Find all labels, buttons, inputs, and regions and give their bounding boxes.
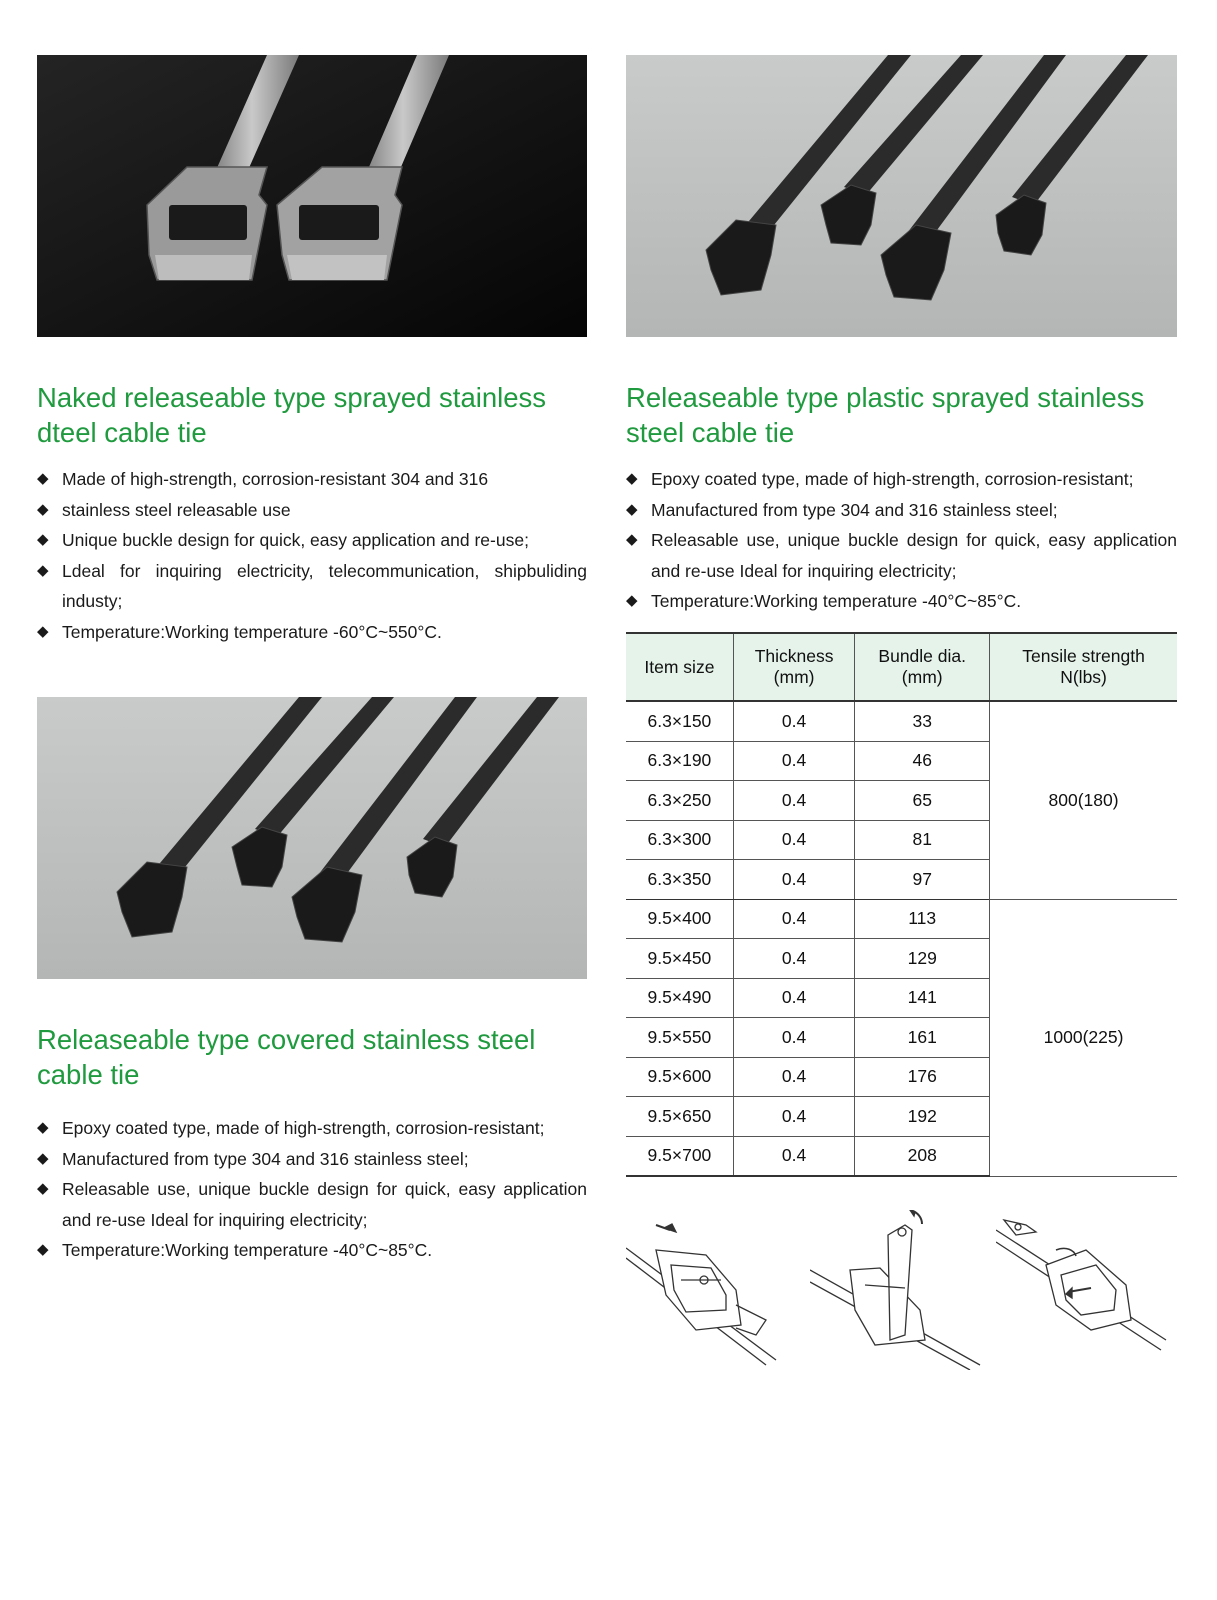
- header-tensile-strength: Tensile strength N(lbs): [990, 633, 1177, 701]
- feature-item: ◆ Epoxy coated type, made of high-strength, corrosion-resistant;: [626, 464, 1177, 495]
- feature-item: ◆ stainless steel releasable use: [37, 495, 587, 526]
- header-item-size: Item size: [626, 633, 733, 701]
- feature-item: ◆ Temperature:Working temperature -40°C~85°C.: [37, 1235, 587, 1266]
- feature-item: ◆ Manufactured from type 304 and 316 stainless steel;: [626, 495, 1177, 526]
- diamond-bullet-icon: ◆: [37, 561, 49, 579]
- thickness-cell: 0.4: [733, 741, 854, 781]
- feature-item: ◆ Unique buckle design for quick, easy application and re-use;: [37, 525, 587, 556]
- installation-step-1-diagram: [626, 1210, 798, 1370]
- diamond-bullet-icon: ◆: [37, 470, 49, 487]
- thickness-cell: 0.4: [733, 1018, 854, 1058]
- thickness-cell: 0.4: [733, 1136, 854, 1176]
- covered-cable-tie-photo: [37, 697, 587, 979]
- feature-item: ◆ Temperature:Working temperature -60°C~550°C.: [37, 617, 587, 648]
- bundle-dia-cell: 208: [855, 1136, 990, 1176]
- item-size-cell: 9.5×600: [626, 1057, 733, 1097]
- item-size-cell: 6.3×300: [626, 820, 733, 860]
- feature-item: ◆ Ldeal for inquiring electricity, telecommunication, shipbuliding industy;: [37, 556, 587, 617]
- installation-step-3-diagram: [996, 1210, 1168, 1370]
- diamond-bullet-icon: ◆: [626, 470, 638, 487]
- diamond-bullet-icon: ◆: [37, 1180, 49, 1197]
- thickness-cell: 0.4: [733, 1097, 854, 1137]
- table-row: [626, 899, 1177, 939]
- feature-item: ◆ Made of high-strength, corrosion-resistant 304 and 316: [37, 464, 587, 495]
- bundle-dia-cell: 192: [855, 1097, 990, 1137]
- spec-table: [626, 632, 1177, 1177]
- bundle-dia-cell: 141: [855, 978, 990, 1018]
- diamond-bullet-icon: ◆: [37, 531, 49, 548]
- bundle-dia-cell: 97: [855, 860, 990, 900]
- feature-item: ◆ Epoxy coated type, made of high-strength, corrosion-resistant;: [37, 1113, 587, 1144]
- item-size-cell: 9.5×450: [626, 939, 733, 979]
- diamond-bullet-icon: ◆: [626, 500, 638, 518]
- feature-item: ◆ Temperature:Working temperature -40°C~85°C.: [626, 586, 1177, 617]
- naked-cable-tie-photo: [37, 55, 587, 337]
- item-size-cell: 9.5×550: [626, 1018, 733, 1058]
- feature-item: ◆ Releasable use, unique buckle design for quick, easy application and re-use Ideal for inquiring electricity;: [37, 1174, 587, 1235]
- item-size-cell: 6.3×350: [626, 860, 733, 900]
- item-size-cell: 6.3×150: [626, 701, 733, 741]
- plastic-sprayed-cable-tie-photo: [626, 55, 1177, 337]
- thickness-cell: 0.4: [733, 899, 854, 939]
- bundle-dia-cell: 65: [855, 781, 990, 821]
- bundle-dia-cell: 33: [855, 701, 990, 741]
- thickness-cell: 0.4: [733, 978, 854, 1018]
- thickness-cell: 0.4: [733, 701, 854, 741]
- tensile-strength-cell: 800(180): [990, 701, 1177, 899]
- thickness-cell: 0.4: [733, 781, 854, 821]
- feature-item: ◆ Releasable use, unique buckle design for quick, easy application and re-use Ideal for inquiring electricity;: [626, 525, 1177, 586]
- diamond-bullet-icon: ◆: [37, 1119, 49, 1136]
- item-size-cell: 6.3×190: [626, 741, 733, 781]
- item-size-cell: 9.5×490: [626, 978, 733, 1018]
- thickness-cell: 0.4: [733, 939, 854, 979]
- bundle-dia-cell: 46: [855, 741, 990, 781]
- item-size-cell: 9.5×650: [626, 1097, 733, 1137]
- diamond-bullet-icon: ◆: [37, 500, 49, 518]
- diamond-bullet-icon: ◆: [626, 592, 638, 609]
- diamond-bullet-icon: ◆: [37, 1149, 49, 1167]
- covered-tie-title: Releaseable type covered stainless steel cable tie: [37, 1024, 536, 1090]
- plastic-tie-title: Releaseable type plastic sprayed stainless steel cable tie: [626, 382, 1145, 448]
- thickness-cell: 0.4: [733, 860, 854, 900]
- naked-tie-title: Naked releaseable type sprayed stainless dteel cable tie: [37, 382, 547, 448]
- header-bundle-dia: Bundle dia. (mm): [855, 633, 990, 701]
- table-header-row: [626, 633, 1177, 701]
- table-row: [626, 701, 1177, 741]
- installation-step-2-diagram: [810, 1210, 982, 1370]
- diamond-bullet-icon: ◆: [626, 531, 638, 548]
- diamond-bullet-icon: ◆: [37, 1241, 49, 1258]
- bundle-dia-cell: 161: [855, 1018, 990, 1058]
- item-size-cell: 9.5×400: [626, 899, 733, 939]
- thickness-cell: 0.4: [733, 820, 854, 860]
- item-size-cell: 6.3×250: [626, 781, 733, 821]
- plastic-tie-features: [626, 464, 1177, 617]
- bundle-dia-cell: 113: [855, 899, 990, 939]
- feature-item: ◆ Manufactured from type 304 and 316 stainless steel;: [37, 1144, 587, 1175]
- bundle-dia-cell: 176: [855, 1057, 990, 1097]
- item-size-cell: 9.5×700: [626, 1136, 733, 1176]
- header-thickness: Thickness (mm): [733, 633, 854, 701]
- naked-tie-features: [37, 464, 587, 647]
- thickness-cell: 0.4: [733, 1057, 854, 1097]
- tensile-strength-cell: 1000(225): [990, 899, 1177, 1176]
- bundle-dia-cell: 81: [855, 820, 990, 860]
- bundle-dia-cell: 129: [855, 939, 990, 979]
- diamond-bullet-icon: ◆: [37, 622, 49, 640]
- covered-tie-features: [37, 1113, 587, 1266]
